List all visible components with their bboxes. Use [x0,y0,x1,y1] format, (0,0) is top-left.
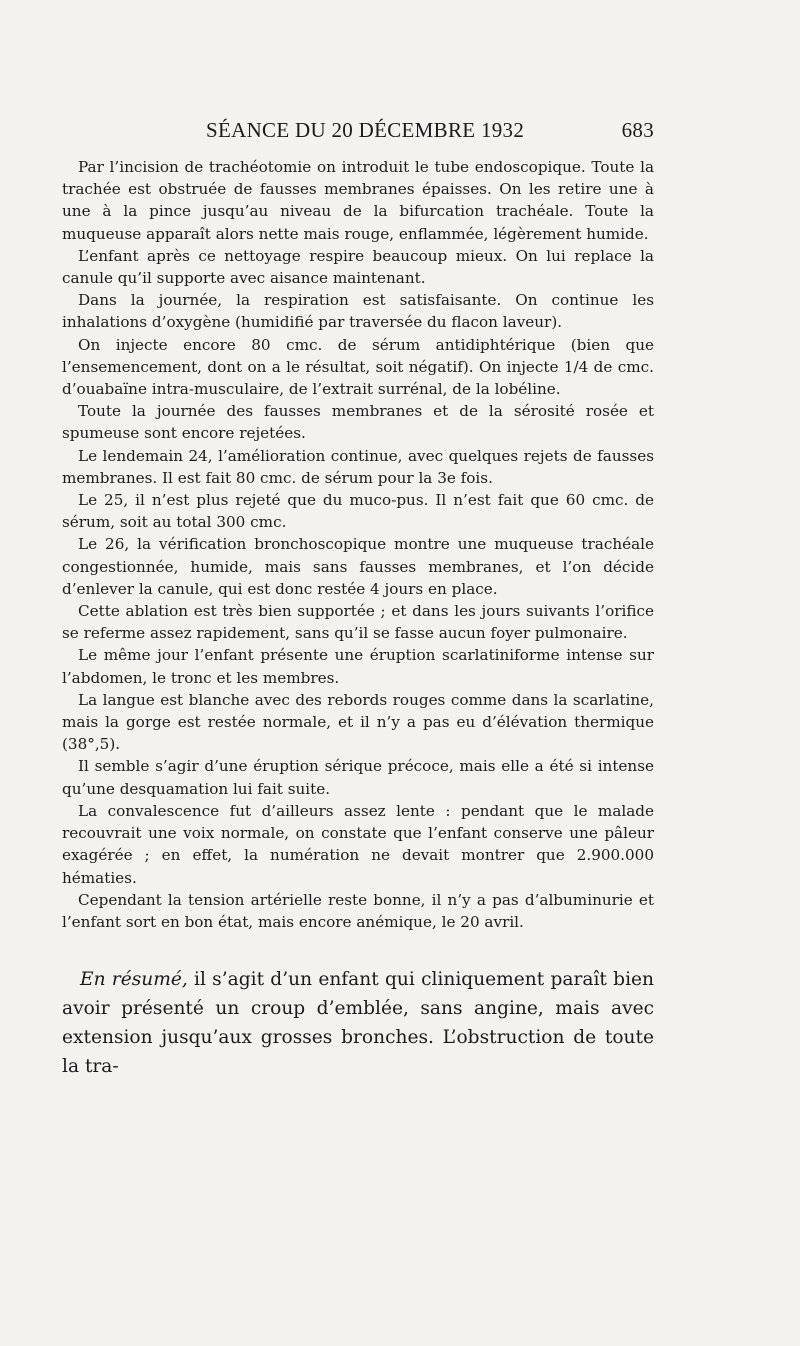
running-title: SÉANCE DU 20 DÉCEMBRE 1932 [206,118,525,142]
paragraph: Le même jour l’enfant présente une éruption scarlatiniforme intense sur l’abdomen, le tronc et les membres. [62,646,654,687]
page-number: 683 [621,118,654,142]
paragraph: La convalescence fut d’ailleurs assez lente : pendant que le malade recouvrait une voix normale, on constate que l’enfant conserve une pâleur exagérée ; en effet, la numération ne devait montrer que 2.900.000 hématies. [62,801,654,887]
summary-paragraph [62,965,654,1081]
document-page [62,116,654,1081]
paragraph: La langue est blanche avec des rebords rouges comme dans la scarlatine, mais la gorge est restée normale, et il n’y a pas eu d’élévation thermique (38°,5). [62,690,654,754]
summary-text: il s’agit d’un enfant qui cliniquement paraît bien avoir présenté un croup d’emblée, sans angine, mais avec extension jusqu’aux grosses bronches. L’obstruction de toute la tra- [62,969,654,1078]
running-header [62,116,654,156]
paragraph: Cette ablation est très bien supportée ; et dans les jours suivants l’orifice se referme assez rapidement, sans qu’il se fasse aucun foyer pulmonaire. [62,602,654,643]
paragraph: Cependant la tension artérielle reste bonne, il n’y a pas d’albuminurie et l’enfant sort en bon état, mais encore anémique, le 20 avril. [62,890,654,931]
summary-lead: En résumé, [80,969,188,991]
paragraph: Il semble s’agir d’une éruption sérique précoce, mais elle a été si intense qu’une desquamation lui fait suite. [62,757,654,798]
paragraph: Le 25, il n’est plus rejeté que du muco-pus. Il n’est fait que 60 cmc. de sérum, soit au total 300 cmc. [62,491,654,532]
paragraph: Le lendemain 24, l’amélioration continue, avec quelques rejets de fausses membranes. Il est fait 80 cmc. de sérum pour la 3e fois. [62,446,654,487]
paragraph: On injecte encore 80 cmc. de sérum antidiphtérique (bien que l’ensemencement, dont on a le résultat, soit négatif). On injecte 1/4 de cmc. d’ouabaïne intra-musculaire, de l’extrait surrénal, de la lobéline. [62,335,654,399]
summary-section [62,965,654,1081]
paragraph: L’enfant après ce nettoyage respire beaucoup mieux. On lui replace la canule qu’il supporte avec aisance maintenant. [62,246,654,288]
paragraph: Le 26, la vérification bronchoscopique montre une muqueuse trachéale congestionnée, humide, mais sans fausses membranes, et l’on décide d’enlever la canule, qui est donc restée 4 jours en place. [62,535,654,598]
paragraph: Par l’incision de trachéotomie on introduit le tube endoscopique. Toute la trachée est obstruée de fausses membranes épaisses. On les retire une à une à la pince jusqu’au niveau de la bifurcation trachéale. Toute la muqueuse apparaît alors nette mais rouge, enflammée, légèrement humide. [62,158,654,243]
body-text [62,156,654,933]
paragraph: Dans la journée, la respiration est satisfaisante. On continue les inhalations d’oxygène (humidifié par traversée du flacon laveur). [62,291,654,332]
paragraph: Toute la journée des fausses membranes et de la sérosité rosée et spumeuse sont encore rejetées. [62,402,654,443]
